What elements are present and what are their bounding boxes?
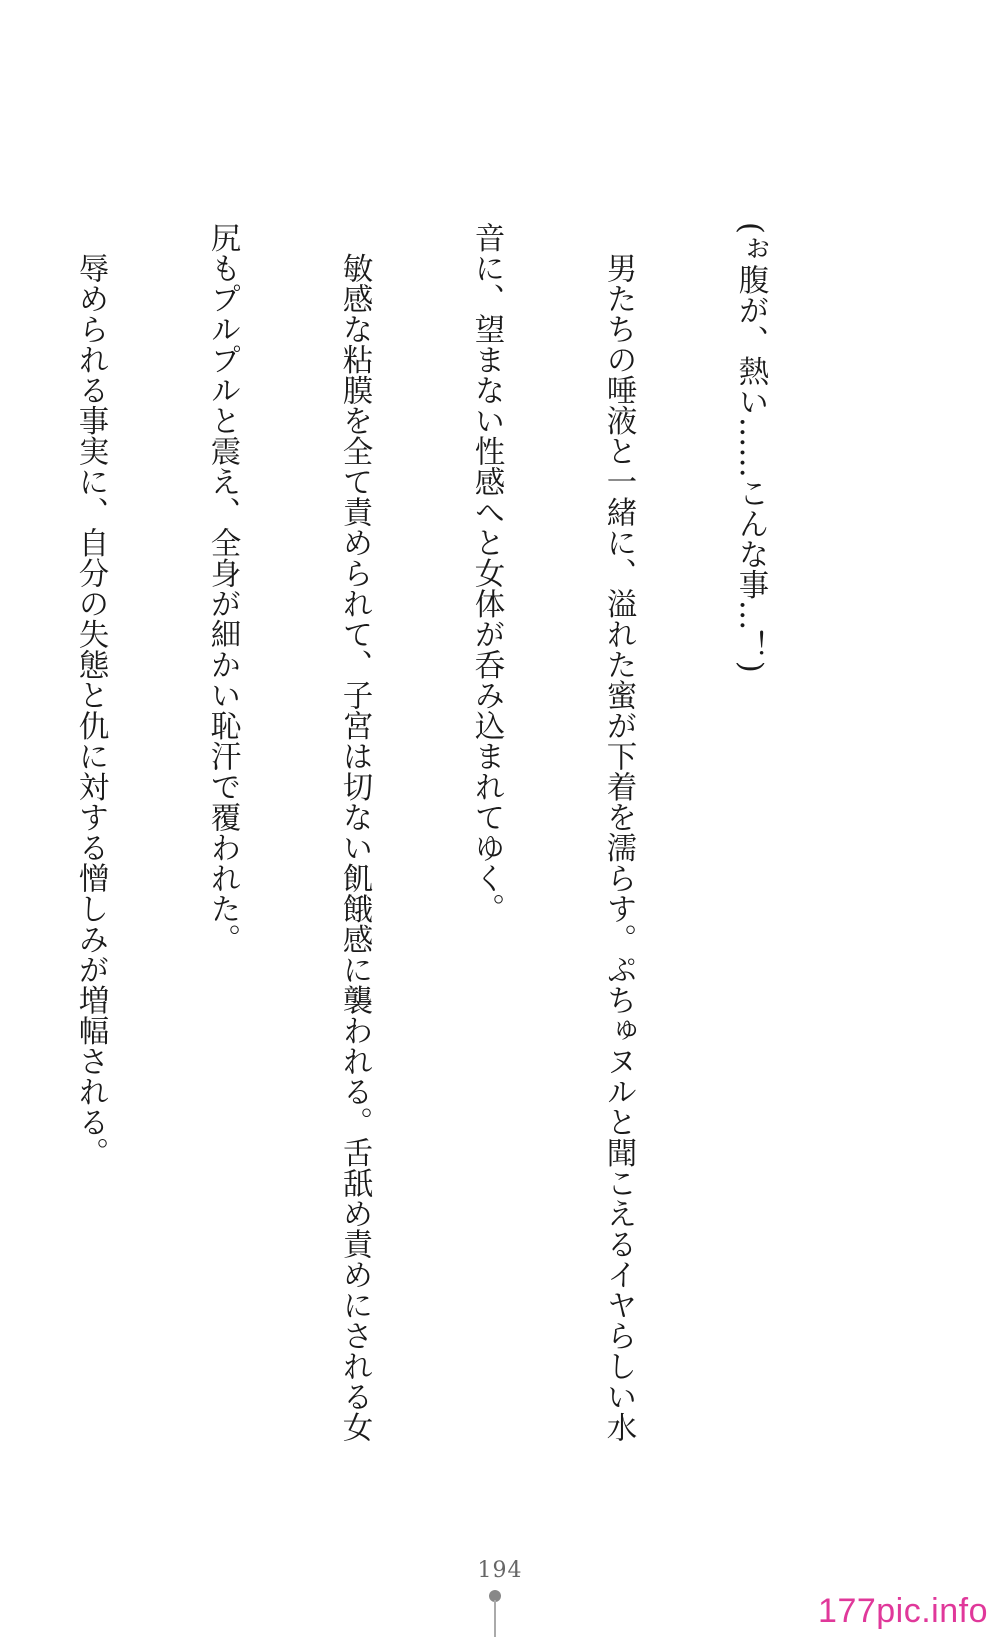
text-line-3: 音に、望まない性感へと女体が呑み込まれてゆく。 [469,222,504,924]
text-line-1: (ぉ腹が、熱い……こんな事…！) [733,222,768,673]
text-line-6: 辱められる事実に、自分の失態と仇に対する憎しみが増幅される。 [73,222,108,1168]
vertical-body-text [0,222,860,1442]
text-line-5: 尻もプルプルと震え、全身が細かい恥汗で覆われた。 [205,222,240,954]
site-watermark: 177pic.info [818,1592,988,1630]
text-line-4: 敏感な粘膜を全て責められて、子宮は切ない飢餓感に襲われる。舌舐め責めにされる女 [337,222,372,1442]
page-marker-line [494,1600,496,1637]
page-number: 194 [477,1558,523,1583]
text-line-2: 男たちの唾液と一緒に、溢れた蜜が下着を濡らす。ぷちゅヌルと聞こえるイヤらしい水 [601,222,636,1442]
